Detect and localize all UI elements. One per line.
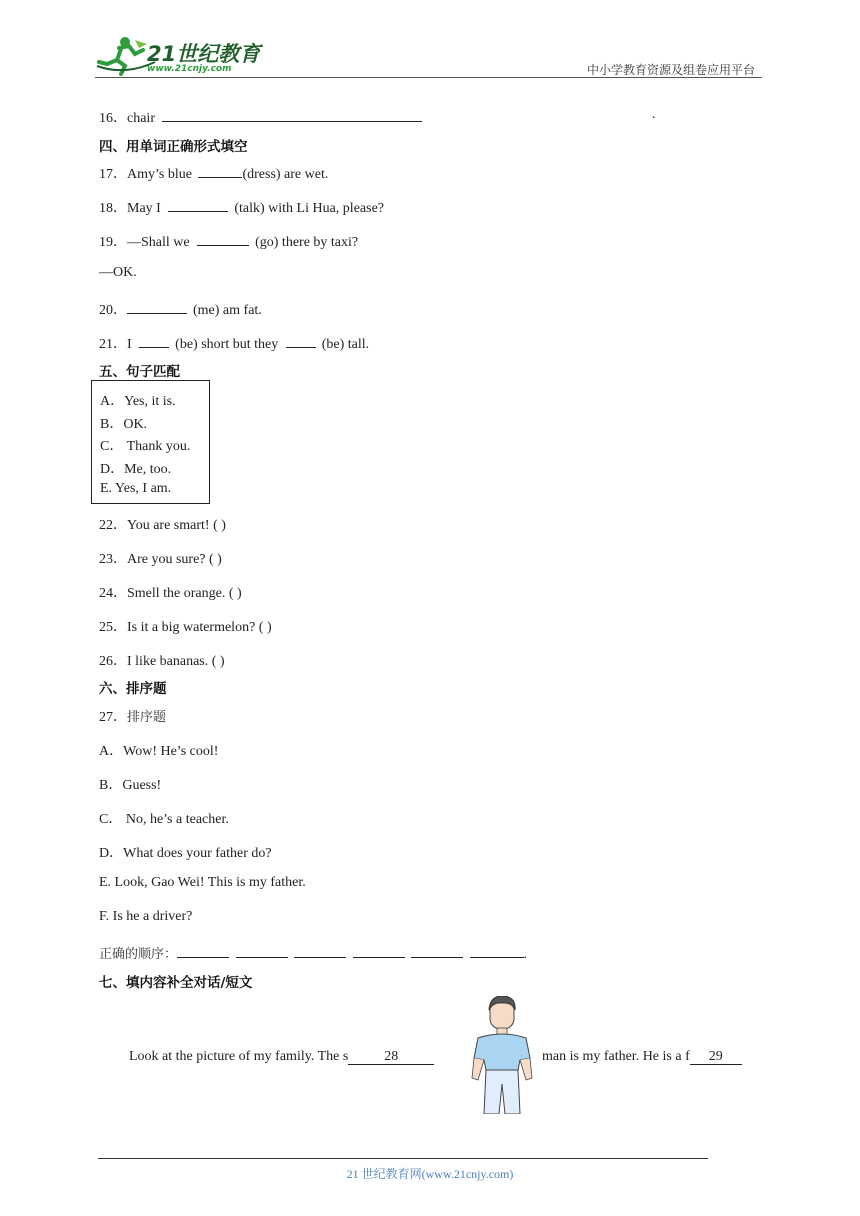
question-text: (dress) are wet. [242, 167, 329, 182]
question-17 [99, 163, 328, 183]
answer-blank[interactable] [139, 334, 169, 348]
question-text: (talk) with Li Hua, please? [234, 201, 384, 216]
question-text: May I [127, 201, 161, 216]
passage-part-2 [542, 1049, 742, 1065]
logo [95, 36, 265, 78]
header-divider [95, 77, 762, 78]
question-text: Amy’s blue [127, 167, 192, 182]
question-26 [99, 650, 225, 670]
passage-blank-29[interactable] [690, 1050, 742, 1065]
match-option: E. Yes, I am. [100, 481, 172, 496]
footer-divider [98, 1158, 708, 1159]
order-item: D．What does your father do? [99, 846, 272, 861]
match-option: C． Thank you. [100, 439, 191, 454]
answer-blank[interactable] [177, 944, 229, 958]
answer-blank[interactable] [168, 198, 228, 212]
question-19-reply: —OK. [99, 265, 137, 280]
passage-part-1 [129, 1049, 434, 1065]
order-item: B．Guess! [99, 778, 162, 793]
question-text[interactable]: Smell the orange. ( ) [127, 586, 242, 601]
answer-blank[interactable] [198, 164, 242, 178]
man-illustration-icon [468, 996, 536, 1114]
question-text: (be) short but they [175, 337, 279, 352]
section-title-5: 五、句子匹配 [99, 364, 180, 380]
question-number: 18． [99, 201, 127, 216]
section-title-7: 七、填内容补全对话/短文 [99, 975, 253, 991]
question-text: I [127, 337, 132, 352]
question-number: 24． [99, 586, 127, 601]
match-option: D．Me, too. [100, 462, 172, 477]
blank-number: 28 [384, 1049, 399, 1064]
question-21 [99, 333, 369, 353]
section-title-6: 六、排序题 [99, 681, 167, 697]
order-item: C． No, he’s a teacher. [99, 812, 229, 827]
question-number: 26． [99, 654, 127, 669]
order-item: A．Wow! He’s cool! [99, 744, 219, 759]
question-text: (be) tall. [321, 337, 370, 352]
question-19 [99, 231, 358, 251]
question-23 [99, 548, 222, 568]
question-number: 20． [99, 303, 127, 318]
question-text: (me) am fat. [193, 303, 262, 318]
question-25 [99, 616, 272, 636]
order-answer-line [99, 943, 527, 963]
passage-blank-28[interactable] [348, 1050, 434, 1065]
question-number: 19． [99, 235, 127, 250]
question-text[interactable]: You are smart! ( ) [127, 518, 226, 533]
question-word: chair [127, 111, 155, 126]
logo-url: www.21cnjy.com [147, 64, 232, 74]
header-platform-name: 中小学教育资源及组卷应用平台 [586, 63, 755, 77]
question-text[interactable]: Is it a big watermelon? ( ) [127, 620, 272, 635]
question-number: 23． [99, 552, 127, 567]
answer-label: 正确的顺序： [99, 947, 178, 962]
question-text[interactable]: I like bananas. ( ) [127, 654, 225, 669]
blank-number: 29 [708, 1049, 723, 1064]
order-item: F. Is he a driver? [99, 909, 193, 924]
question-22 [99, 514, 226, 534]
answer-blank[interactable] [411, 944, 463, 958]
question-18 [99, 197, 384, 217]
section-title-4: 四、用单词正确形式填空 [99, 139, 248, 155]
answer-blank[interactable] [294, 944, 346, 958]
answer-blank[interactable] [127, 300, 187, 314]
match-option: B．OK. [100, 417, 148, 432]
answer-blank[interactable] [197, 232, 249, 246]
question-title: 排序题 [127, 710, 167, 725]
passage-text: man is my father. He is a f [542, 1049, 690, 1064]
answer-blank[interactable] [236, 944, 288, 958]
answer-blank[interactable] [286, 334, 316, 348]
match-option: A．Yes, it is. [100, 394, 176, 409]
question-text: (go) there by taxi? [255, 235, 359, 250]
footer-text: 21 世纪教育网(www.21cnjy.com) [346, 1167, 514, 1181]
question-number: 21． [99, 337, 127, 352]
question-number: 16． [99, 111, 127, 126]
question-text[interactable]: Are you sure? ( ) [127, 552, 222, 567]
question-number: 25． [99, 620, 127, 635]
question-27 [99, 706, 166, 726]
answer-blank[interactable] [470, 944, 524, 958]
question-16-period: . [652, 107, 656, 122]
logo-text: 21世纪教育 [147, 42, 261, 66]
question-number: 17． [99, 167, 127, 182]
father-picture [468, 996, 536, 1114]
question-number: 27． [99, 710, 127, 725]
question-number: 22． [99, 518, 127, 533]
question-text: —Shall we [127, 235, 190, 250]
question-16 [99, 107, 422, 127]
answer-blank[interactable] [162, 108, 422, 122]
question-24 [99, 582, 242, 602]
question-20 [99, 299, 262, 319]
answer-blank[interactable] [353, 944, 405, 958]
order-item: E. Look, Gao Wei! This is my father. [99, 875, 306, 890]
answer-end: . [523, 947, 528, 962]
match-options-box [91, 380, 210, 504]
passage-text: Look at the picture of my family. The s [129, 1049, 349, 1064]
